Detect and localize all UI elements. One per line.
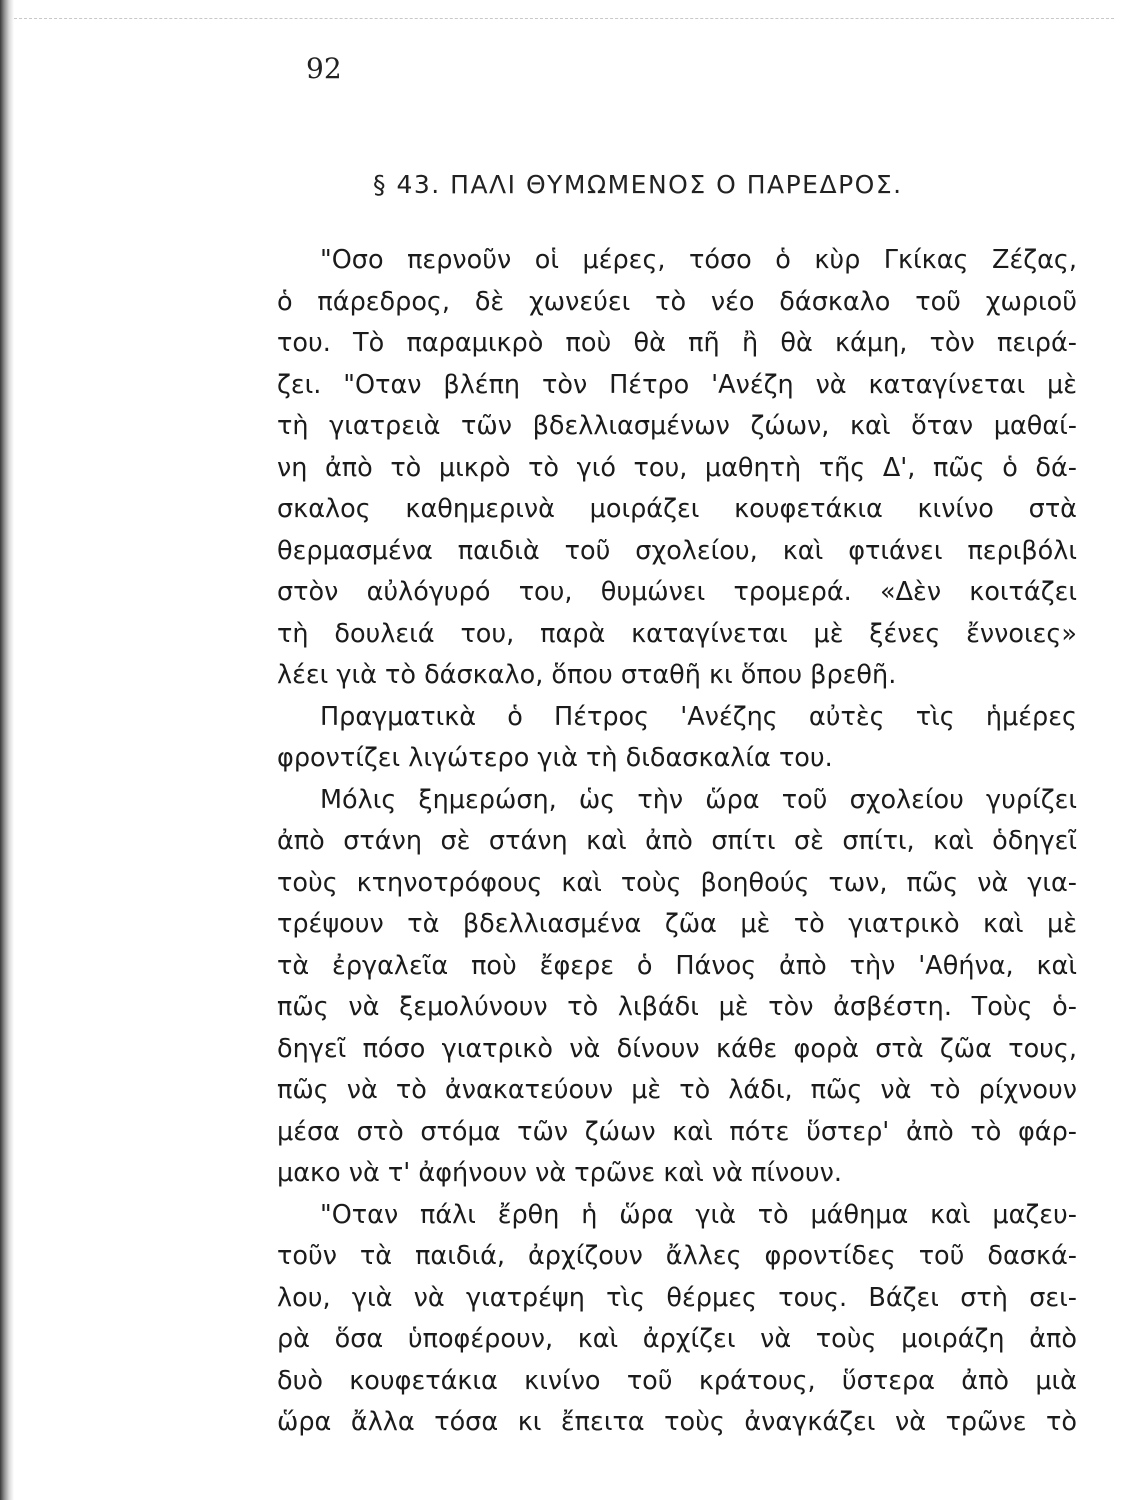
binding-edge — [0, 0, 14, 1500]
text-line: ζει. "Οταν βλέπη τὸν Πέτρο 'Ανέζη νὰ καταγίνεται μὲ — [277, 369, 1077, 400]
text-line: Μόλις ξημερώση, ὡς τὴν ὥρα τοῦ σχολείου γυρίζει — [320, 784, 1077, 815]
text-line: τὴ δουλειά του, παρὰ καταγίνεται μὲ ξένες ἔννοιες» — [277, 618, 1077, 649]
text-line: στὸν αὐλόγυρό του, θυμώνει τρομερά. «Δὲν κοιτάζει — [277, 577, 1077, 607]
text-line: λέει γιὰ τὸ δάσκαλο, ὅπου σταθῆ κι ὅπου βρεθῆ. — [277, 660, 897, 690]
page-number: 92 — [306, 52, 342, 85]
text-line: τὰ ἐργαλεῖα ποὺ ἔφερε ὁ Πάνος ἀπὸ τὴν 'Αθήνα, καὶ — [277, 950, 1077, 981]
text-line: ὥρα ἄλλα τόσα κι ἔπειτα τοὺς ἀναγκάζει νὰ τρῶνε τὸ — [277, 1407, 1077, 1437]
text-line: θερμασμένα παιδιὰ τοῦ σχολείου, καὶ φτιάνει περιβόλι — [277, 535, 1077, 566]
text-line: Πραγματικὰ ὁ Πέτρος 'Ανέζης αὐτὲς τὶς ἡμέρες — [320, 701, 1077, 732]
text-line: "Οσο περνοῦν οἱ μέρες, τόσο ὁ κὺρ Γκίκας Ζέζας, — [320, 245, 1077, 275]
text-line: μακο νὰ τ' ἀφήνουν νὰ τρῶνε καὶ νὰ πίνουν. — [277, 1158, 842, 1188]
text-line: τοῦν τὰ παιδιά, ἀρχίζουν ἄλλες φροντίδες τοῦ δασκά- — [277, 1241, 1077, 1271]
text-line: νη ἀπὸ τὸ μικρὸ τὸ γιό του, μαθητὴ τῆς Δ', πῶς ὁ δά- — [277, 452, 1077, 483]
text-line: ὁ πάρεδρος, δὲ χωνεύει τὸ νέο δάσκαλο τοῦ χωριοῦ — [277, 286, 1077, 317]
text-line: τὴ γιατρειὰ τῶν βδελλιασμένων ζώων, καὶ ὅταν μαθαί- — [277, 411, 1077, 441]
text-line: μέσα στὸ στόμα τῶν ζώων καὶ πότε ὕστερ' ἀπὸ τὸ φάρ- — [277, 1116, 1077, 1147]
text-line: "Οταν πάλι ἔρθη ἡ ὥρα γιὰ τὸ μάθημα καὶ μαζευ- — [320, 1199, 1077, 1230]
text-line: λου, γιὰ νὰ γιατρέψη τὶς θέρμες τους. Βάζει στὴ σει- — [277, 1282, 1077, 1313]
text-line: πῶς νὰ ξεμολύνουν τὸ λιβάδι μὲ τὸν ἀσβέστη. Τοὺς ὁ- — [277, 992, 1077, 1022]
text-line: ἀπὸ στάνη σὲ στάνη καὶ ἀπὸ σπίτι σὲ σπίτι, καὶ ὁδηγεῖ — [277, 826, 1077, 856]
text-line: του. Τὸ παραμικρὸ ποὺ θὰ πῆ ἢ θὰ κάμη, τὸν πειρά- — [277, 328, 1077, 358]
text-line: φροντίζει λιγώτερο γιὰ τὴ διδασκαλία του. — [277, 743, 833, 773]
text-line: πῶς νὰ τὸ ἀνακατεύουν μὲ τὸ λάδι, πῶς νὰ τὸ ρίχνουν — [277, 1075, 1077, 1105]
text-line: ρὰ ὅσα ὑποφέρουν, καὶ ἀρχίζει νὰ τοὺς μοιράζη ἀπὸ — [277, 1324, 1077, 1354]
text-line: σκαλος καθημερινὰ μοιράζει κουφετάκια κινίνο στὰ — [277, 494, 1077, 524]
section-title: § 43. ΠΑΛΙ ΘΥΜΩΜΕΝΟΣ Ο ΠΑΡΕΔΡΟΣ. — [373, 170, 903, 199]
text-line: δηγεῖ πόσο γιατρικὸ νὰ δίνουν κάθε φορὰ στὰ ζῶα τους, — [277, 1033, 1077, 1064]
text-line: δυὸ κουφετάκια κινίνο τοῦ κράτους, ὕστερα ἀπὸ μιὰ — [277, 1365, 1077, 1396]
top-rule — [14, 18, 1114, 19]
text-line: τοὺς κτηνοτρόφους καὶ τοὺς βοηθούς των, πῶς νὰ για- — [277, 867, 1077, 898]
text-line: τρέψουν τὰ βδελλιασμένα ζῶα μὲ τὸ γιατρικὸ καὶ μὲ — [277, 909, 1077, 939]
body-text — [277, 240, 1077, 1444]
